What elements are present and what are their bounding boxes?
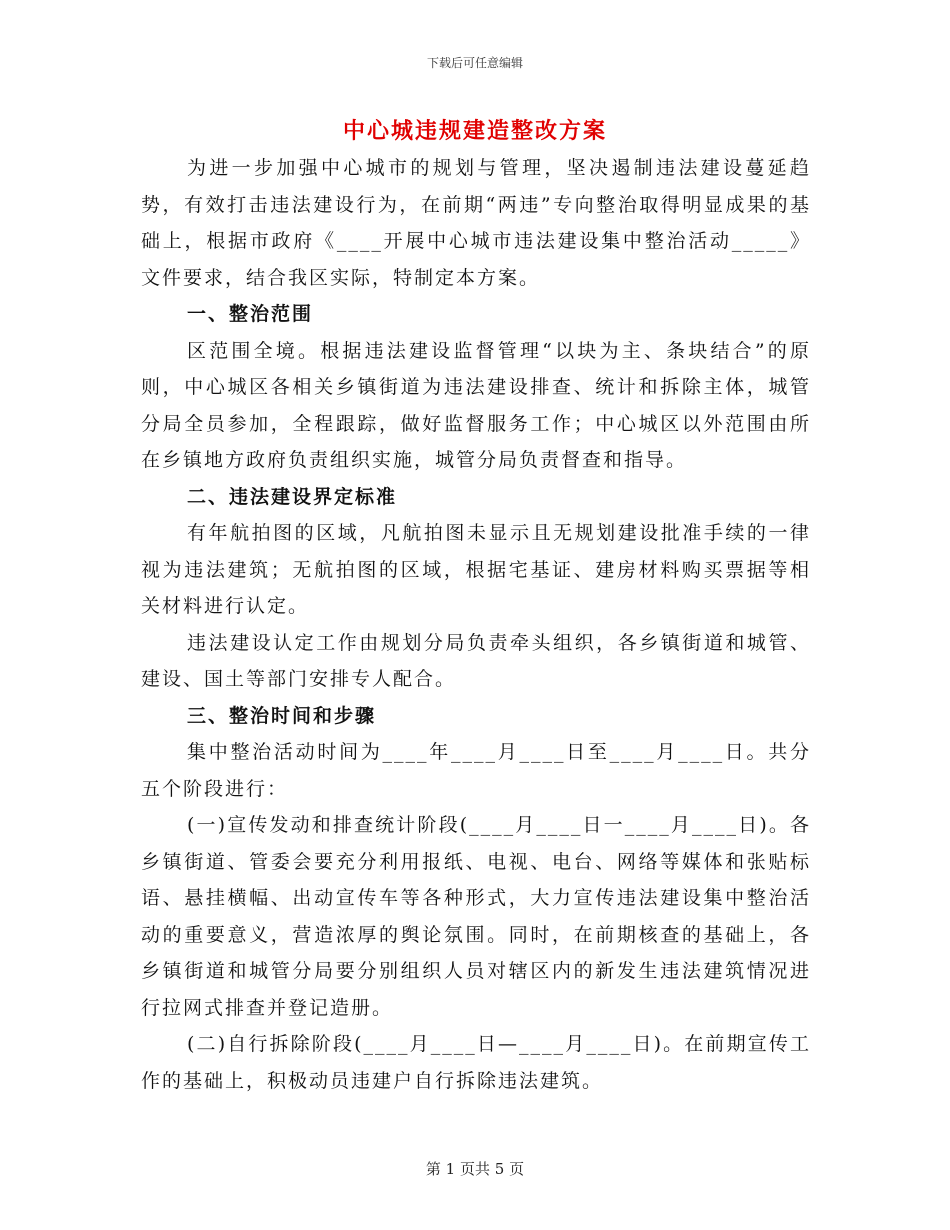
section-3-step-1: (一)宣传发动和排查统计阶段(____月____日一____月____日)。各乡镇街道、管委会要充分利用报纸、电视、电台、网络等媒体和张贴标语、悬挂横幅、出动宣传车等各种形式，大力宣传违法建设集中整治活动的重要意义，营造浓厚的舆论氛围。同时，在前期核查的基础上，各乡镇街道和城管分局要分别组织人员对辖区内的新发生违法建筑情况进行拉网式排查并登记造册。 <box>141 814 811 1019</box>
header-note: 下载后可任意编辑 <box>426 56 523 70</box>
section-heading-3: 三、整治时间和步骤 <box>187 704 377 727</box>
section-2-paragraph-1: 有年航拍图的区域，凡航拍图未显示且无规划建设批准手续的一律视为违法建筑；无航拍图的区域，根据宅基证、建房材料购买票据等相关材料进行认定。 <box>141 522 811 617</box>
intro-paragraph: 为进一步加强中心城市的规划与管理，坚决遏制违法建设蔓延趋势，有效打击违法建设行为，在前期“两违”专向整治取得明显成果的基础上，根据市政府《____开展中心城市违法建设集中整治活动_____》文件要求，结合我区实际，特制定本方案。 <box>141 157 811 289</box>
section-3-paragraph-1: 集中整治活动时间为____年____月____日至____月____日。共分五个阶段进行： <box>141 741 811 800</box>
section-3-step-2: (二)自行拆除阶段(____月____日—____月____日)。在前期宣传工作的基础上，积极动员违建户自行拆除违法建筑。 <box>141 1033 811 1092</box>
section-2-paragraph-2: 违法建设认定工作由规划分局负责牵头组织，各乡镇街道和城管、建设、国土等部门安排专人配合。 <box>141 631 811 690</box>
section-heading-2: 二、违法建设界定标准 <box>187 485 398 508</box>
document-body <box>141 150 811 1099</box>
document-title: 中心城违规建造整改方案 <box>342 118 607 144</box>
section-1-paragraph: 区范围全境。根据违法建设监督管理“以块为主、条块结合”的原则，中心城区各相关乡镇街道为违法建设排查、统计和拆除主体，城管分局全员参加，全程跟踪，做好监督服务工作；中心城区以外范围由所在乡镇地方政府负责组织实施，城管分局负责督查和指导。 <box>141 339 811 471</box>
page-footer: 第 1 页共 5 页 <box>425 1160 525 1178</box>
section-heading-1: 一、整治范围 <box>187 303 314 325</box>
